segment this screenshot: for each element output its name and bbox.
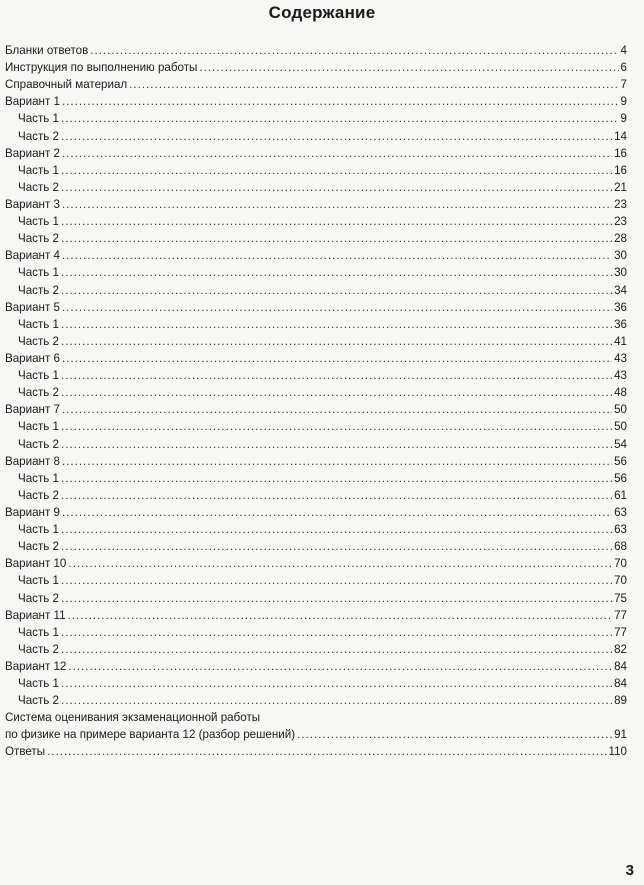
toc-subentry[interactable] bbox=[5, 590, 627, 607]
toc-dot-leader bbox=[61, 213, 612, 230]
toc-subentry[interactable] bbox=[5, 470, 627, 487]
toc-entry-page: 36 bbox=[614, 300, 627, 314]
toc-entry-page: 89 bbox=[614, 694, 627, 708]
page-title: Содержание bbox=[268, 3, 376, 22]
toc-subentry[interactable] bbox=[5, 418, 627, 435]
toc-entry-page: 56 bbox=[614, 454, 627, 468]
toc-dot-leader bbox=[62, 196, 612, 213]
toc-entry-page: 28 bbox=[614, 232, 627, 246]
toc-entry-grading-system[interactable] bbox=[5, 709, 627, 743]
toc-entry-page: 21 bbox=[614, 180, 627, 194]
toc-entry-label-line2: по физике на примере варианта 12 (разбор решений) bbox=[5, 728, 296, 742]
toc-dot-leader bbox=[61, 264, 612, 281]
toc-subentry[interactable] bbox=[5, 641, 627, 658]
table-of-contents bbox=[5, 42, 627, 761]
toc-dot-leader bbox=[129, 76, 618, 93]
toc-entry-label: Вариант 1 bbox=[5, 95, 60, 109]
toc-entry-page: 4 bbox=[620, 44, 627, 57]
toc-dot-leader bbox=[61, 418, 612, 435]
toc-entry[interactable] bbox=[5, 401, 627, 418]
toc-entry-label: Ответы bbox=[5, 745, 46, 759]
toc-entry-answers[interactable] bbox=[5, 743, 627, 760]
toc-entry-label: Часть 1 bbox=[18, 574, 59, 588]
toc-entry[interactable] bbox=[5, 93, 627, 110]
toc-subentry[interactable] bbox=[5, 333, 627, 350]
toc-entry-label: Вариант 5 bbox=[5, 300, 60, 314]
toc-subentry[interactable] bbox=[5, 624, 627, 641]
toc-entry-page: 41 bbox=[614, 334, 627, 348]
toc-dot-leader bbox=[62, 247, 612, 264]
toc-dot-leader bbox=[61, 384, 612, 401]
toc-dot-leader bbox=[62, 145, 612, 162]
toc-dot-leader bbox=[61, 692, 612, 709]
toc-subentry[interactable] bbox=[5, 230, 627, 247]
toc-entry-label: Вариант 4 bbox=[5, 249, 60, 263]
toc-dot-leader bbox=[61, 641, 612, 658]
toc-dot-leader bbox=[61, 572, 612, 589]
toc-dot-leader bbox=[90, 42, 618, 59]
toc-entry-page: 56 bbox=[614, 471, 627, 485]
toc-entry-label: Инструкция по выполнению работы bbox=[5, 61, 198, 75]
toc-entry[interactable] bbox=[5, 59, 627, 76]
toc-entry-page: 68 bbox=[614, 540, 627, 554]
toc-dot-leader bbox=[68, 658, 612, 675]
toc-entry-page: 30 bbox=[614, 249, 627, 263]
toc-entry[interactable] bbox=[5, 658, 627, 675]
toc-entry-page: 82 bbox=[614, 642, 627, 656]
toc-entry-page: 7 bbox=[620, 78, 627, 92]
toc-entry-label: Справочный материал bbox=[5, 78, 128, 92]
toc-subentry[interactable] bbox=[5, 264, 627, 281]
toc-entry-page: 110 bbox=[608, 745, 627, 759]
toc-entry-label: Часть 2 bbox=[18, 129, 59, 143]
toc-subentry[interactable] bbox=[5, 316, 627, 333]
toc-dot-leader bbox=[47, 743, 606, 760]
toc-dot-leader bbox=[62, 93, 619, 110]
toc-dot-leader bbox=[61, 316, 612, 333]
toc-subentry[interactable] bbox=[5, 572, 627, 589]
toc-subentry[interactable] bbox=[5, 110, 627, 127]
toc-entry-label: Вариант 11 bbox=[5, 608, 66, 622]
toc-entry[interactable] bbox=[5, 299, 627, 316]
toc-entry-label: Часть 2 bbox=[18, 642, 59, 656]
toc-dot-leader bbox=[61, 110, 619, 127]
toc-dot-leader bbox=[61, 179, 612, 196]
toc-dot-leader bbox=[61, 538, 612, 555]
toc-entry-page: 14 bbox=[614, 129, 627, 143]
toc-entry-page: 50 bbox=[614, 420, 627, 434]
toc-entry-page: 61 bbox=[614, 488, 627, 502]
toc-dot-leader bbox=[62, 453, 612, 470]
toc-dot-leader bbox=[61, 521, 612, 538]
toc-dot-leader bbox=[61, 230, 612, 247]
toc-entry[interactable] bbox=[5, 145, 627, 162]
toc-entry-label: Вариант 6 bbox=[5, 351, 60, 365]
toc-subentry[interactable] bbox=[5, 436, 627, 453]
toc-entry-page: 9 bbox=[620, 95, 627, 109]
toc-entry-page: 36 bbox=[614, 317, 627, 331]
toc-dot-leader bbox=[62, 350, 612, 367]
toc-dot-leader bbox=[68, 607, 613, 624]
toc-entry-page: 23 bbox=[614, 197, 627, 211]
toc-entry[interactable] bbox=[5, 42, 627, 59]
toc-entry-label: Часть 1 bbox=[18, 215, 59, 229]
toc-entry-label: Часть 2 bbox=[18, 386, 59, 400]
toc-subentry[interactable] bbox=[5, 367, 627, 384]
toc-entry-page: 54 bbox=[614, 437, 627, 451]
toc-entry-label: Часть 1 bbox=[18, 369, 59, 383]
toc-subentry[interactable] bbox=[5, 213, 627, 230]
toc-entry-page: 16 bbox=[614, 146, 627, 160]
toc-entry-label: Бланки ответов bbox=[5, 44, 89, 57]
toc-entry-page: 77 bbox=[614, 608, 627, 622]
toc-entry-label: Вариант 3 bbox=[5, 197, 60, 211]
toc-dot-leader bbox=[61, 675, 612, 692]
toc-entry-label: Часть 2 bbox=[18, 488, 59, 502]
toc-entry-page: 43 bbox=[614, 351, 627, 365]
toc-entry[interactable] bbox=[5, 555, 627, 572]
toc-dot-leader bbox=[61, 436, 612, 453]
toc-dot-leader bbox=[199, 59, 618, 76]
toc-entry-label: Часть 1 bbox=[18, 163, 59, 177]
toc-entry-label: Вариант 2 bbox=[5, 146, 60, 160]
toc-entry-page: 6 bbox=[620, 61, 627, 75]
toc-subentry[interactable] bbox=[5, 521, 627, 538]
toc-entry-label: Часть 1 bbox=[18, 112, 59, 126]
toc-dot-leader bbox=[61, 624, 612, 641]
toc-dot-leader bbox=[62, 401, 612, 418]
toc-entry[interactable] bbox=[5, 247, 627, 264]
toc-subentry[interactable] bbox=[5, 692, 627, 709]
toc-subentry[interactable] bbox=[5, 538, 627, 555]
toc-entry-page: 91 bbox=[614, 728, 627, 742]
toc-entry[interactable] bbox=[5, 607, 627, 624]
toc-entry-label: Часть 1 bbox=[18, 677, 59, 691]
toc-entry-label: Часть 1 bbox=[18, 317, 59, 331]
toc-entry-page: 34 bbox=[614, 283, 627, 297]
toc-entry-page: 84 bbox=[614, 659, 627, 673]
toc-entry-label: Часть 2 bbox=[18, 437, 59, 451]
toc-entry-label-line1: Система оценивания экзаменационной работы bbox=[5, 711, 261, 725]
toc-entry-label: Вариант 12 bbox=[5, 659, 67, 673]
toc-entry-label: Часть 1 bbox=[18, 266, 59, 280]
toc-entry-label: Часть 2 bbox=[18, 540, 59, 554]
toc-subentry[interactable] bbox=[5, 384, 627, 401]
toc-dot-leader bbox=[61, 128, 612, 145]
toc-entry-label: Часть 2 bbox=[18, 694, 59, 708]
toc-subentry[interactable] bbox=[5, 487, 627, 504]
toc-entry-page: 75 bbox=[614, 591, 627, 605]
toc-dot-leader bbox=[297, 726, 612, 743]
toc-dot-leader bbox=[61, 590, 612, 607]
toc-subentry[interactable] bbox=[5, 179, 627, 196]
toc-dot-leader bbox=[61, 282, 612, 299]
toc-dot-leader bbox=[68, 555, 612, 572]
toc-entry-label: Часть 1 bbox=[18, 523, 59, 537]
toc-subentry[interactable] bbox=[5, 128, 627, 145]
toc-dot-leader bbox=[62, 299, 612, 316]
toc-subentry[interactable] bbox=[5, 282, 627, 299]
toc-entry[interactable] bbox=[5, 350, 627, 367]
toc-entry-page: 30 bbox=[614, 266, 627, 280]
toc-entry-page: 48 bbox=[614, 386, 627, 400]
toc-entry-page: 50 bbox=[614, 403, 627, 417]
toc-subentry[interactable] bbox=[5, 162, 627, 179]
toc-entry-label: Часть 1 bbox=[18, 625, 59, 639]
toc-subentry[interactable] bbox=[5, 675, 627, 692]
toc-dot-leader bbox=[61, 367, 612, 384]
toc-entry-label: Часть 2 bbox=[18, 334, 59, 348]
toc-entry-label: Вариант 9 bbox=[5, 505, 60, 519]
toc-entry-label: Часть 1 bbox=[18, 471, 59, 485]
toc-entry[interactable] bbox=[5, 196, 627, 213]
toc-entry-label: Часть 2 bbox=[18, 180, 59, 194]
toc-entry-page: 77 bbox=[614, 625, 627, 639]
toc-dot-leader bbox=[61, 487, 612, 504]
toc-entry-page: 84 bbox=[614, 677, 627, 691]
toc-entry-page: 63 bbox=[614, 523, 627, 537]
toc-entry-label: Часть 2 bbox=[18, 283, 59, 297]
toc-entry-page: 70 bbox=[614, 557, 627, 571]
toc-entry[interactable] bbox=[5, 76, 627, 93]
toc-entry-label: Вариант 7 bbox=[5, 403, 60, 417]
toc-entry[interactable] bbox=[5, 453, 627, 470]
toc-dot-leader bbox=[61, 162, 612, 179]
toc-entry-page: 16 bbox=[614, 163, 627, 177]
toc-entry-label: Часть 2 bbox=[18, 591, 59, 605]
toc-entry-page: 43 bbox=[614, 369, 627, 383]
toc-entry-page: 70 bbox=[614, 574, 627, 588]
toc-dot-leader bbox=[62, 504, 612, 521]
toc-entry-label: Вариант 8 bbox=[5, 454, 60, 468]
toc-entry-page: 23 bbox=[614, 215, 627, 229]
toc-dot-leader bbox=[61, 333, 612, 350]
toc-entry-label: Часть 2 bbox=[18, 232, 59, 246]
toc-entry[interactable] bbox=[5, 504, 627, 521]
toc-entry-label: Вариант 10 bbox=[5, 557, 67, 571]
toc-dot-leader bbox=[61, 470, 612, 487]
toc-entry-page: 63 bbox=[614, 505, 627, 519]
page-number: 3 bbox=[625, 862, 634, 879]
toc-entry-page: 9 bbox=[620, 112, 627, 126]
toc-entry-label: Часть 1 bbox=[18, 420, 59, 434]
